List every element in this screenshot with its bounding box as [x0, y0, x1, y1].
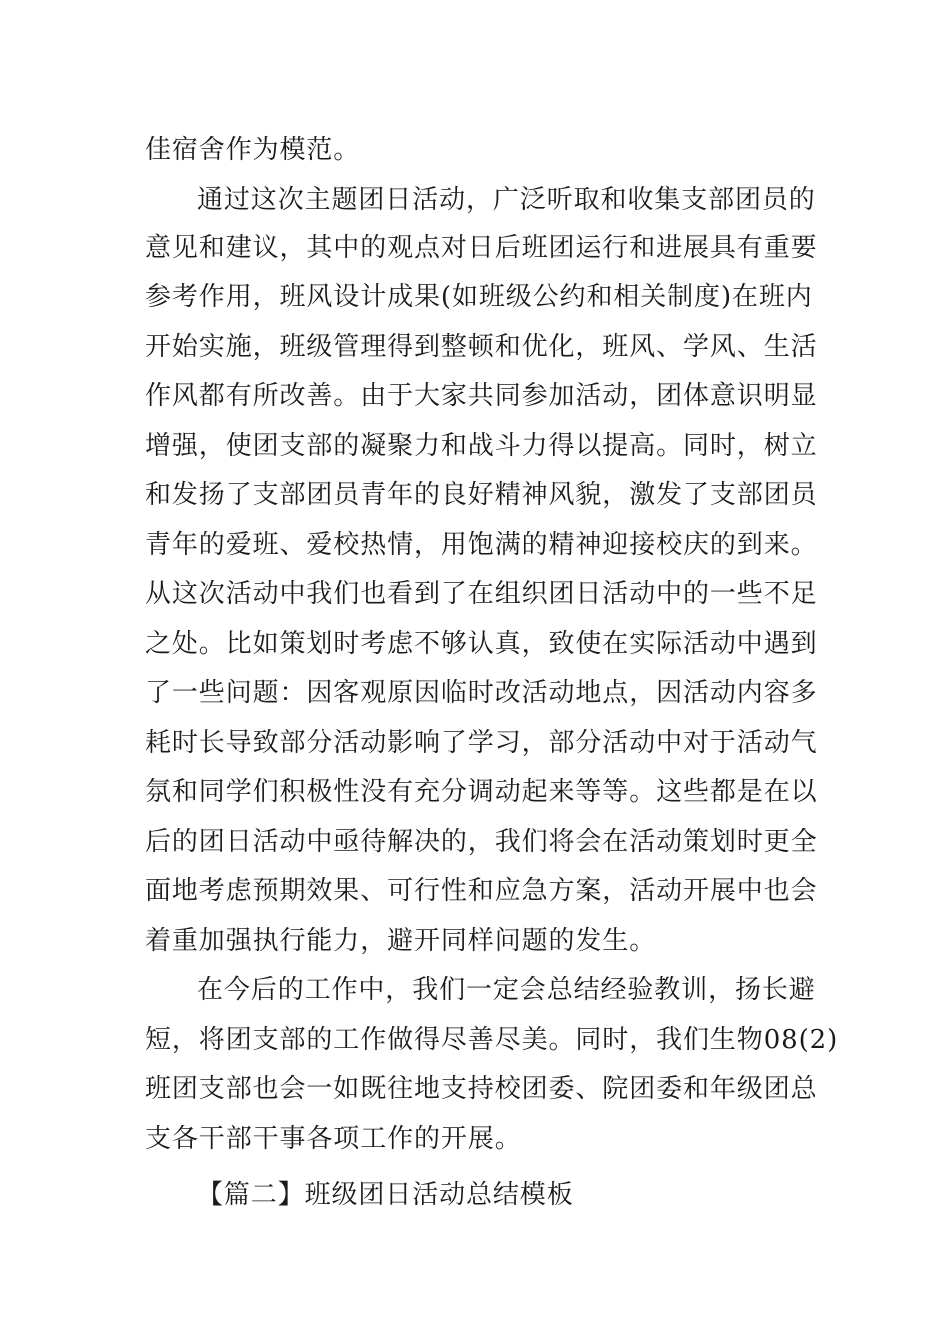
text-line: 之处。比如策划时考虑不够认真，致使在实际活动中遇到	[145, 629, 818, 659]
text-line: 佳宿舍作为模范。	[145, 135, 361, 165]
text-line: 着重加强执行能力，避开同样问题的发生。	[145, 926, 657, 956]
text-line: 和发扬了支部团员青年的良好精神风貌，激发了支部团员	[145, 480, 818, 510]
text-line: 了一些问题：因客观原因临时改活动地点，因活动内容多	[145, 678, 818, 708]
text-line: 班团支部也会一如既往地支持校团委、院团委和年级团总	[145, 1074, 818, 1104]
text-line: 通过这次主题团日活动，广泛听取和收集支部团员的	[197, 185, 816, 215]
text-line: 意见和建议，其中的观点对日后班团运行和进展具有重要	[145, 233, 818, 263]
text-line: 增强，使团支部的凝聚力和战斗力得以提高。同时，树立	[145, 431, 818, 461]
text-line: 参考作用，班风设计成果(如班级公约和相关制度)在班内	[145, 282, 813, 312]
text-line: 面地考虑预期效果、可行性和应急方案，活动开展中也会	[145, 876, 818, 906]
text-line: 作风都有所改善。由于大家共同参加活动，团体意识明显	[145, 381, 818, 411]
text-line: 短，将团支部的工作做得尽善尽美。同时，我们生物08(2)	[145, 1025, 839, 1055]
text-line: 耗时长导致部分活动影响了学习，部分活动中对于活动气	[145, 728, 818, 758]
text-line: 氛和同学们积极性没有充分调动起来等等。这些都是在以	[145, 777, 818, 807]
text-line: 从这次活动中我们也看到了在组织团日活动中的一些不足	[145, 579, 818, 609]
section-heading: 【篇二】班级团日活动总结模板	[197, 1180, 574, 1210]
text-line: 在今后的工作中，我们一定会总结经验教训，扬长避	[197, 975, 816, 1005]
text-line: 支各干部干事各项工作的开展。	[145, 1124, 522, 1154]
text-line: 后的团日活动中亟待解决的，我们将会在活动策划时更全	[145, 827, 818, 857]
text-line: 开始实施，班级管理得到整顿和优化，班风、学风、生活	[145, 332, 818, 362]
text-line: 青年的爱班、爱校热情，用饱满的精神迎接校庆的到来。	[145, 530, 818, 560]
